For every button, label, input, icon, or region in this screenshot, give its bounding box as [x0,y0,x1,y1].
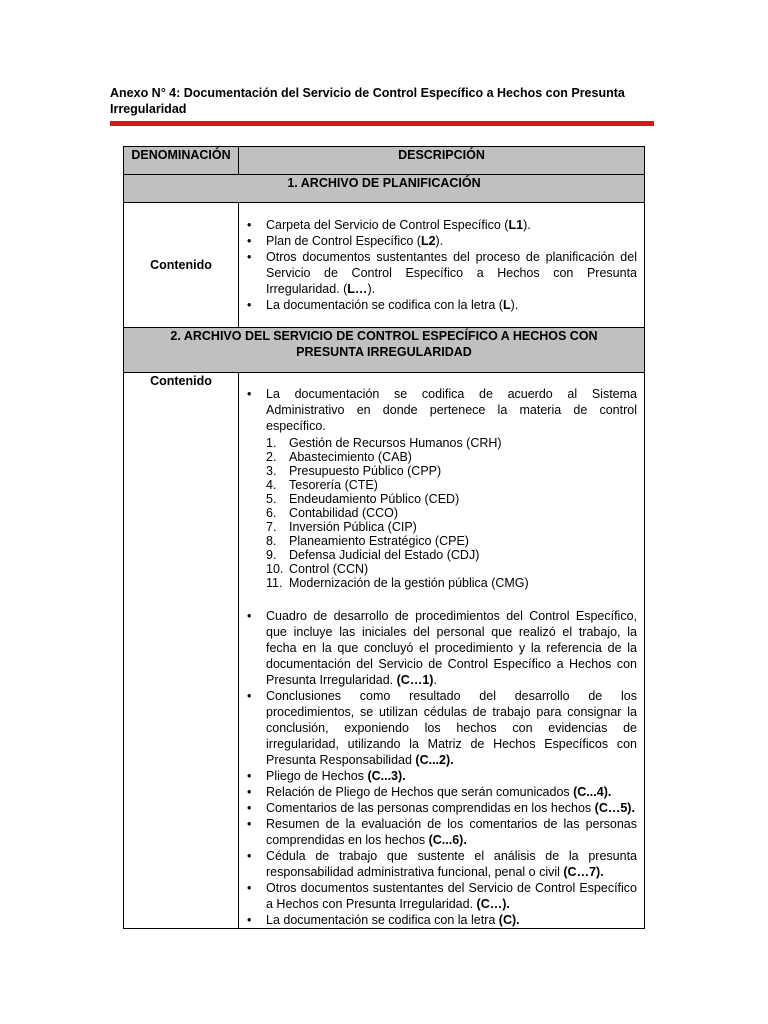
list-item: • Carpeta del Servicio de Control Específico (L1). [266,217,637,233]
section-2-intro: La documentación se codifica de acuerdo al Sistema Administrativo en donde pertenece la materia de control específico. [266,387,637,433]
section-1-list [239,217,644,313]
section-1-row [124,203,645,328]
list-item [266,386,637,608]
section-2-label: Contenido [124,373,239,929]
header-denominacion: DENOMINACIÓN [124,147,239,175]
title-divider [110,121,654,126]
list-item: • Cuadro de desarrollo de procedimientos del Control Específico, que incluye las iniciales del personal que realizó el trabajo, la fecha en la que concluyó el procedimiento y la referencia de la documentación del Servicio de Control Específico a Hechos con Presunta Irregularidad. (C…1). [266,608,637,688]
list-item: • Otros documentos sustentantes del proceso de planificación del Servicio de Control Específico a Hechos con Presunta Irregularidad. (L…). [266,249,637,297]
system-item: 7. Inversión Pública (CIP) [266,520,417,534]
annex-title: Anexo N° 4: Documentación del Servicio de Control Específico a Hechos con Presunta Irregularidad [110,86,625,116]
list-item: • La documentación se codifica con la letra (L). [266,297,637,313]
section-1-content [239,203,645,328]
system-item: 2. Abastecimiento (CAB) [266,450,412,464]
admin-systems-list [266,436,637,590]
list-item: • Cédula de trabajo que sustente el análisis de la presunta responsabilidad administrativa funcional, penal o civil (C…7). [266,848,637,880]
section-2-list [239,386,644,928]
section-1-header [124,175,645,203]
system-item: 10. Control (CCN) [266,562,369,576]
list-item: • Plan de Control Específico (L2). [266,233,637,249]
header-descripcion: DESCRIPCIÓN [239,147,645,175]
list-item: • Otros documentos sustentantes del Servicio de Control Específico a Hechos con Presunta Irregularidad. (C…). [266,880,637,912]
system-item: 11. Modernización de la gestión pública (CMG) [266,576,529,590]
section-1-label: Contenido [124,203,239,328]
list-item: • Resumen de la evaluación de los comentarios de las personas comprendidas en los hechos (C...6). [266,816,637,848]
system-item: 8. Planeamiento Estratégico (CPE) [266,534,469,548]
system-item: 9. Defensa Judicial del Estado (CDJ) [266,548,480,562]
list-item: • Pliego de Hechos (C...3). [266,768,637,784]
system-item: 4. Tesorería (CTE) [266,478,378,492]
system-item: 6. Contabilidad (CCO) [266,506,399,520]
section-2-title: 2. ARCHIVO DEL SERVICIO DE CONTROL ESPECÍFICO A HECHOS CON PRESUNTA IRREGULARIDAD [124,328,645,373]
section-2-content [239,373,645,929]
section-2-row [124,373,645,929]
system-item: 1. Gestión de Recursos Humanos (CRH) [266,436,502,450]
section-2-header [124,328,645,373]
system-item: 3. Presupuesto Público (CPP) [266,464,442,478]
table-header-row [124,147,645,175]
list-item: • Conclusiones como resultado del desarrollo de los procedimientos, se utilizan cédulas de trabajo para consignar la conclusión, exponiendo los hechos con evidencias de irregularidad, utilizando la Matriz de Hechos Específicos con Presunta Responsabilidad (C...2). [266,688,637,768]
list-item: • La documentación se codifica con la letra (C). [266,912,637,928]
list-item: • Comentarios de las personas comprendidas en los hechos (C…5). [266,800,637,816]
section-1-title: 1. ARCHIVO DE PLANIFICACIÓN [124,175,645,203]
documentation-table [123,146,645,929]
system-item: 5. Endeudamiento Público (CED) [266,492,460,506]
list-item: • Relación de Pliego de Hechos que serán comunicados (C...4). [266,784,637,800]
